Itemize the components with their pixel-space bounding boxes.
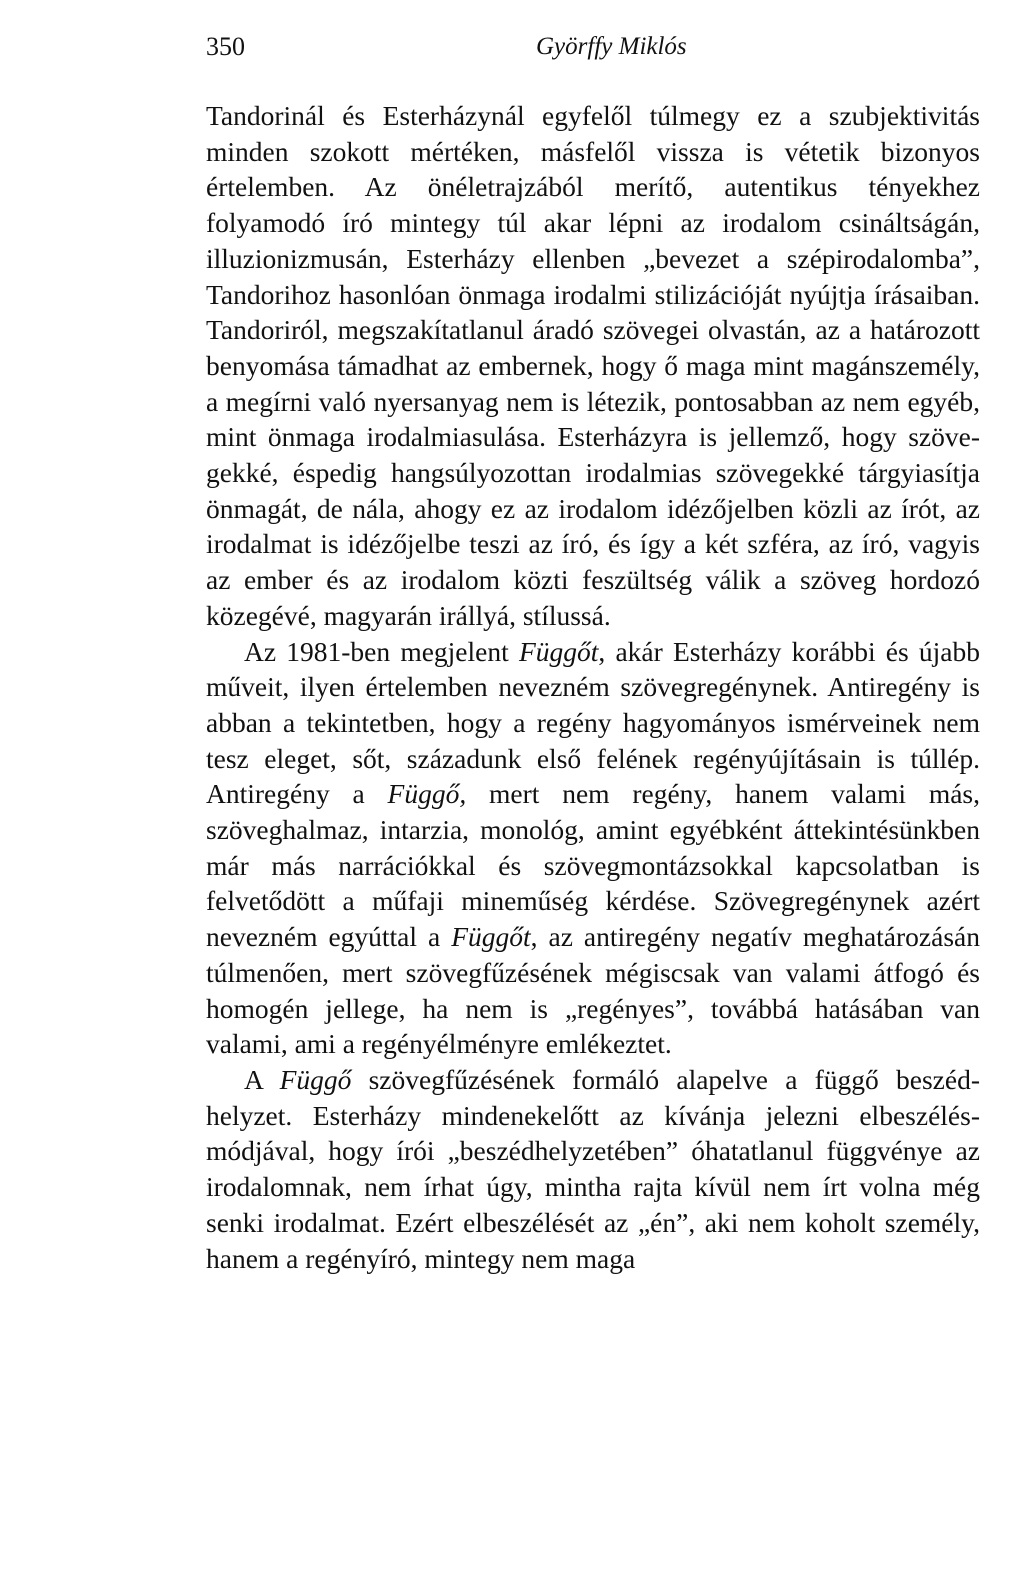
italic-title: Függő [279, 1063, 352, 1095]
text-segment: szövegfűzésének formáló alapelve a függő beszédhelyzet. Esterházy mindenekelőtt az kívánja jelezni elbeszélésmódjával, hogy írói „beszédhelyzetében” óhatatlanul függvénye az irodalomnak, nem írhat úgy, mintha rajta kívül nem írt volna még senki irodalmat. Ezért elbeszélését az „én”, aki nem koholt személy, hanem a regényíró, mintegy nem maga [206, 1063, 980, 1274]
page-header [206, 30, 980, 70]
text-segment: , az antiregény negatív meghatározásán túlmenően, mert szövegfűzésének mégiscsak van valami átfogó és homogén jellege, ha nem is „regényes”, továbbá hatásában van valami, ami a regényélményre emlékeztet. [206, 921, 980, 1060]
body-text [206, 98, 980, 1276]
italic-title: Függőt [518, 635, 599, 667]
page-number: 350 [206, 32, 245, 61]
text-segment: mert nem regény, hanem valami más, szöveghalmaz, intarzia, monológ, amint egyébként áttekintésünkben már más narrációkkal és szövegmontázsokkal kapcsolatban is felvetődött a műfaji mineműség kérdése. Szövegregénynek azért nevezném egyúttal a [206, 778, 980, 953]
paragraph-2 [206, 634, 980, 1062]
text-segment: , akár Esterházy korábbi és újabb műveit, ilyen értelemben nevezném szövegregénynek. Antiregény is abban a tekintetben, hogy a regény hagyományos ismérveinek nem tesz eleget, sőt, századunk első felének regényújításain is túllép. Antiregény a [206, 635, 981, 810]
text-segment: A [244, 1063, 280, 1095]
paragraph-3 [206, 1062, 980, 1276]
paragraph-1 [206, 98, 980, 634]
italic-title: Függőt [451, 921, 531, 953]
running-head: Györffy Miklós [536, 33, 687, 60]
text-segment: Tandorinál és Esterházynál egyfelől túlmegy ez a szubjektivitás minden szokott mértéken, másfelől vissza is vétetik bizonyos értelemben. Az önéletrajzából merítő, autentikus tényekhez folyamodó író mintegy túl akar lépni az irodalom csináltságán, illuzionizmusán, Esterházy ellenben „bevezet a szépirodalomba”, Tandorihoz hasonlóan önmaga irodalmi stilizációját nyújtja írásaiban. Tandoriról, megszakítatlanul áradó szövegei olvastán, az a határozott benyomása támadhat az embernek, hogy ő maga mint magánszemély, a megírni való nyersanyag nem is létezik, pontosabban az nem egyéb, mint önmaga irodalmiasulása. Esterházyra is jellemző, hogy szövegekké, éspedig hangsúlyozottan irodalmias szövegekké tárgyiasítja önmagát, de nála, ahogy ez az irodalom idézőjelben közli az írót, az irodalmat is idézőjelbe teszi az író, és így a két szféra, az író, vagyis az ember és az irodalom közti feszültség válik a szöveg hordozó közegévé, magyarán irállyá, stílussá. [206, 100, 980, 631]
italic-title: Függő, [387, 778, 467, 810]
text-segment: Az 1981-ben megjelent [244, 635, 519, 667]
